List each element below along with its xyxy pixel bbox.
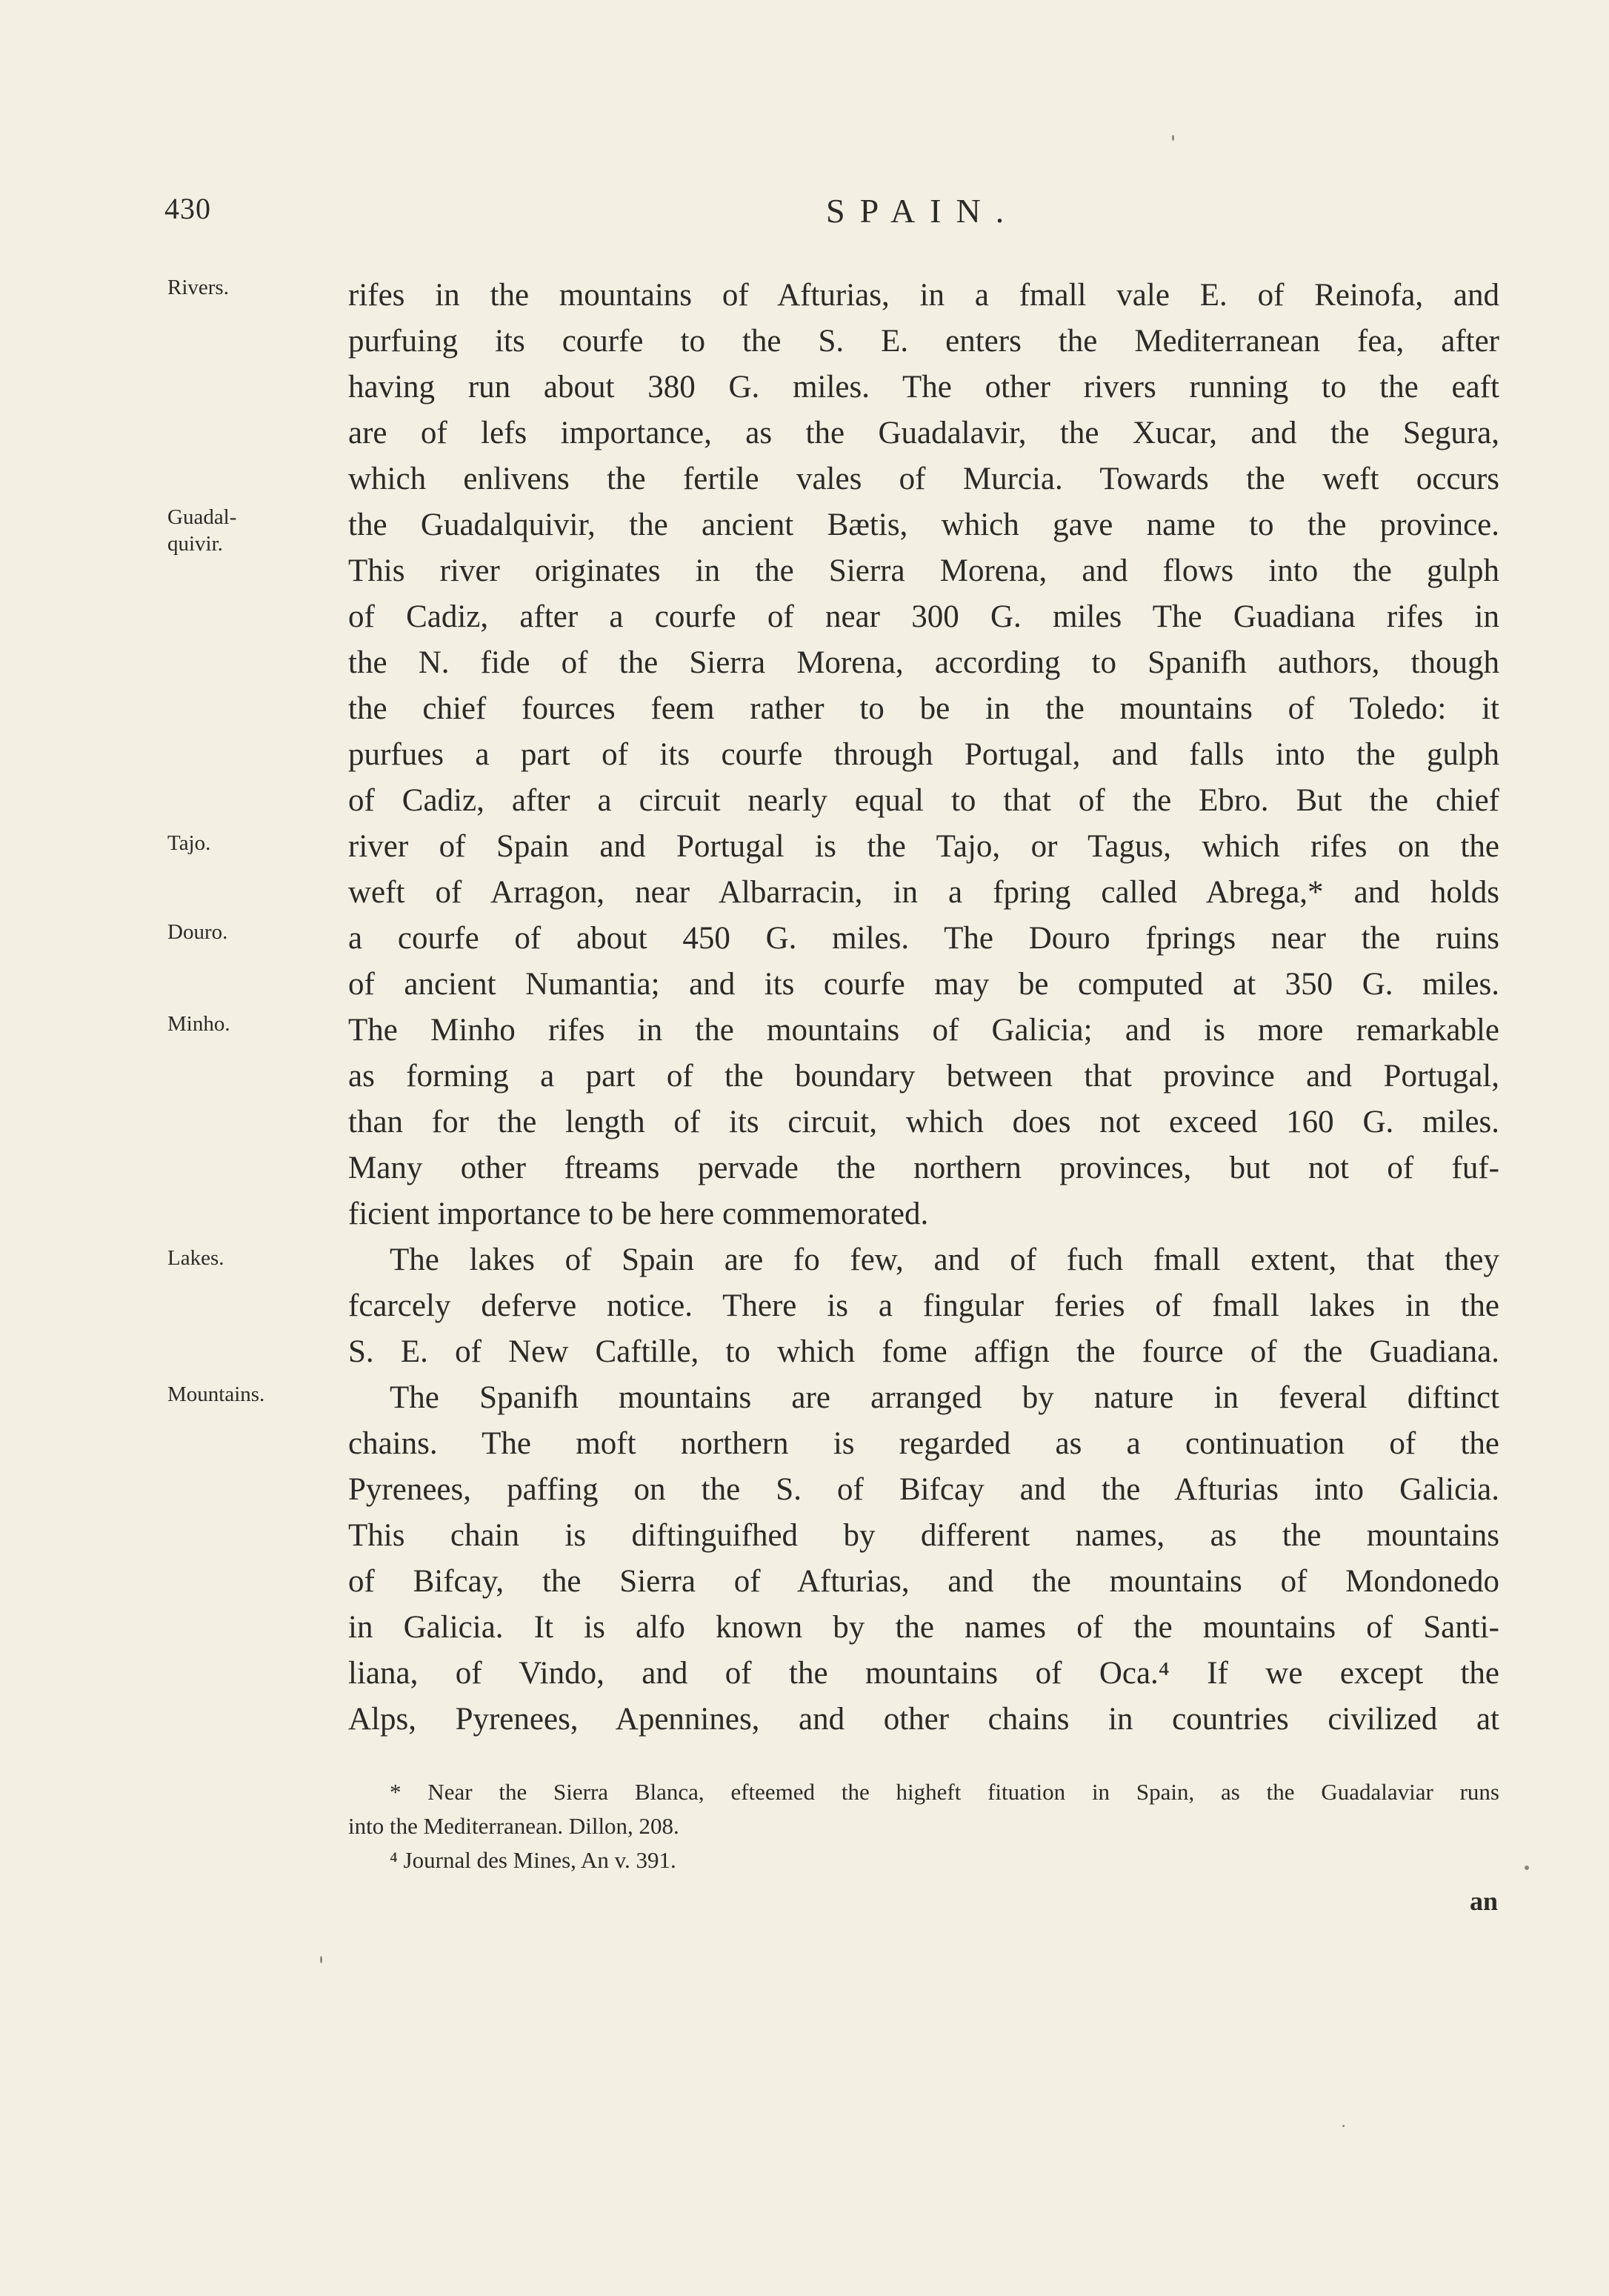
text-line: This chain is diftinguifhed by different names, as the mountains: [348, 1518, 1499, 1553]
text-line: a courfe of about 450 G. miles. The Douro fprings near the ruins: [348, 921, 1499, 956]
text-line: are of lefs importance, as the Guadalavir, the Xucar, and the Segura,: [348, 416, 1499, 450]
body-text: [348, 273, 1499, 1743]
text-line: having run about 380 G. miles. The other rivers running to the eaft: [348, 370, 1499, 405]
text-line: than for the length of its circuit, which does not exceed 160 G. miles.: [348, 1105, 1499, 1139]
running-head: SPAIN.: [826, 192, 1019, 230]
ink-speck: [1525, 1866, 1529, 1870]
text-line: S. E. of New Caftille, to which fome affign the fource of the Guadiana.: [348, 1334, 1499, 1369]
text-line: river of Spain and Portugal is the Tajo, or Tagus, which rifes on the: [348, 829, 1499, 864]
text-line: Alps, Pyrenees, Apennines, and other chains in countries civilized at: [348, 1702, 1499, 1737]
margin-note-lakes: Lakes.: [167, 1246, 224, 1270]
margin-note-minho: Minho.: [167, 1012, 230, 1036]
text-line: Pyrenees, paffing on the S. of Bifcay and the Afturias into Galicia.: [348, 1472, 1499, 1507]
ink-speck: [1342, 2125, 1345, 2127]
text-line: liana, of Vindo, and of the mountains of Oca.⁴ If we except the: [348, 1656, 1499, 1691]
text-line: of Bifcay, the Sierra of Afturias, and the mountains of Mondonedo: [348, 1564, 1499, 1599]
text-line: which enlivens the fertile vales of Murcia. Towards the weft occurs: [348, 462, 1499, 496]
text-line: purfues a part of its courfe through Portugal, and falls into the gulph: [348, 737, 1499, 772]
text-line: of Cadiz, after a courfe of near 300 G. miles The Guadiana rifes in: [348, 599, 1499, 634]
ink-speck: [1172, 135, 1174, 141]
text-line: of ancient Numantia; and its courfe may be computed at 350 G. miles.: [348, 967, 1499, 1002]
text-line: This river originates in the Sierra Morena, and flows into the gulph: [348, 553, 1499, 588]
text-line: in Galicia. It is alfo known by the names of the mountains of Santi-: [348, 1610, 1499, 1645]
text-line: the Guadalquivir, the ancient Bætis, which gave name to the province.: [348, 508, 1499, 542]
text-line: weft of Arragon, near Albarracin, in a fpring called Abrega,* and holds: [348, 875, 1499, 910]
text-line: rifes in the mountains of Afturias, in a fmall vale E. of Reinofa, and: [348, 278, 1499, 313]
text-line: The Minho rifes in the mountains of Galicia; and is more remarkable: [348, 1013, 1499, 1048]
margin-note-tajo: Tajo.: [167, 831, 211, 855]
text-line: ficient importance to be here commemorated.: [348, 1197, 929, 1231]
footnote-line: ⁴ Journal des Mines, An v. 391.: [390, 1847, 676, 1873]
text-line: purfuing its courfe to the S. E. enters the Mediterranean fea, after: [348, 324, 1499, 359]
text-line: Many other ftreams pervade the northern provinces, but not of fuf-: [348, 1151, 1499, 1185]
text-line: The lakes of Spain are fo few, and of fuch fmall extent, that they: [390, 1242, 1499, 1277]
page-number: 430: [164, 192, 211, 225]
margin-note-guadalquivir: Guadal- quivir.: [167, 505, 237, 556]
text-line: The Spanifh mountains are arranged by nature in feveral diftinct: [390, 1380, 1499, 1415]
text-line: the N. fide of the Sierra Morena, according to Spanifh authors, though: [348, 645, 1499, 680]
text-line: chains. The moft northern is regarded as a continuation of the: [348, 1426, 1499, 1461]
ink-speck: [320, 1956, 322, 1963]
footnote-line: into the Mediterranean. Dillon, 208.: [348, 1813, 679, 1839]
margin-note-rivers: Rivers.: [167, 276, 229, 299]
text-line: the chief fources feem rather to be in the mountains of Toledo: it: [348, 691, 1499, 726]
footnotes: [348, 1775, 1499, 1877]
text-line: fcarcely deferve notice. There is a fingular feries of fmall lakes in the: [348, 1288, 1499, 1323]
catchword: an: [1469, 1886, 1498, 1916]
footnote-line: * Near the Sierra Blanca, efteemed the higheft fituation in Spain, as the Guadalaviar runs: [390, 1779, 1499, 1805]
margin-note-douro: Douro.: [167, 920, 228, 944]
text-line: as forming a part of the boundary between that province and Portugal,: [348, 1059, 1499, 1094]
margin-note-mountains: Mountains.: [167, 1382, 265, 1406]
text-line: of Cadiz, after a circuit nearly equal to that of the Ebro. But the chief: [348, 783, 1499, 818]
